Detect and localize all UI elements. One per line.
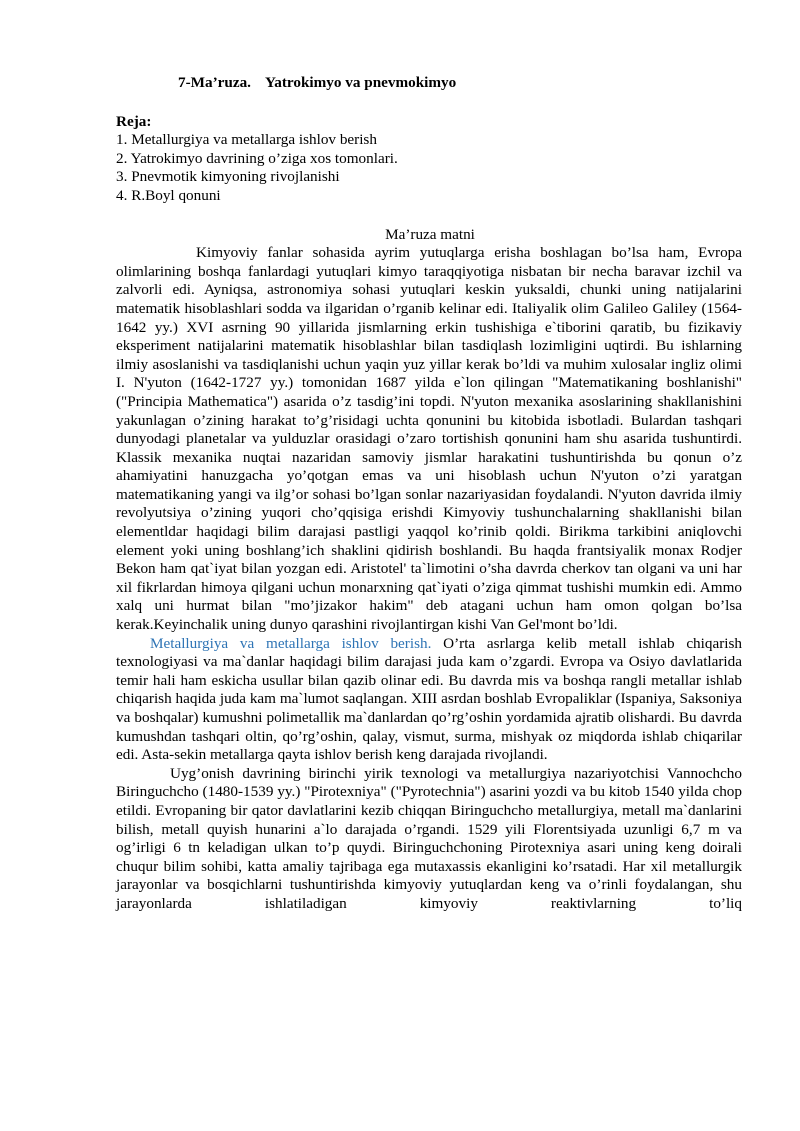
body-paragraph: Kimyoviy fanlar sohasida ayrim yutuqlarga erisha boshlagan bo’lsa ham, Evropa olimlarining boshqa fanlardagi yutuqlari kimyo taraqqiyotiga nisbatan bir necha baravar izchil va zalvorli edi. Ayniqsa, astronomiya sohasi yutuqlari keskin yuksaldi, chunki uning natijalarini matematik hisoblashlari sodda va ilgaridan o’rganib kelinar edi. Italiyalik olim Galileo Galiley (1564-1642 yy.) XVI asrning 90 yillarida jismlarning erkin tushishiga e`tiborini qaratib, bu fizikaviy eksperiment natijalarini matematik hisoblashlar bilan tasdiqlash lozimligini uqtirdi. Bu ishlarning ilmiy asoslanishi va tasdiqlanishi uchun yaqin yuz yillar kerak bo’ldi va muhim xulosalar ingliz olimi I. N'yuton (1642-1727 yy.) tomonidan 1687 yilda e`lon qilingan "Matematikaning boshlanishi" ("Principia Mathematica") asarida o’z tasdig’ini topdi. N'yuton mexanika asoslarining shakllanishini yakunlagan o’zining harakat to’g’risidagi uchta qonunini bu kitobida isbotladi. Bulardan tashqari dunyodagi planetalar va yulduzlar orasidagi o’zaro tortishish qonunini ham shu asarida tushuntirdi. Klassik mexanika nuqtai nazaridan samoviy jismlar harakatini tushuntirishda bu qonun o’z ahamiyatini hanuzgacha yo’qotgan emas va uni hisoblash uchun N'yuton o’zi yaratgan matematikaning yangi va ilg’or sohasi bo’lgan sonlar nazariyasidan foydalandi. N'yuton davrida ilmiy revolyutsiya o’zining yuqori cho’qqisiga erishdi Kimyoviy tushunchalarning shakllanishi bilan elementldar haqidagi bilim darajasi pastligi yaqqol ko’rinib qoldi. Birikma tarkibini aniqlovchi element yoki uning boshlang’ich shaklini qidirish boshlandi. Bu haqda frantsiyalik monax Rodjer Bekon ham qat`iyat bilan yozgan edi. Aristotel' ta`limotini o’sha davrda cherkov tan olgani va uni har xil fikrlardan himoya qilgani uchun monarxning qat`iyati o’ziga qimmat tushishi mumkin edi. Ammo xalq uni hurmat bilan "mo’jizakor hakim" deb atagani uchun ham omon qolgan bo’lsa kerak.Keyinchalik uning dunyo qarashini rivojlantirgan kishi Van Gel'mont bo’ldi. — [116, 244, 742, 634]
lecture-title — [178, 74, 742, 93]
lecture-topic: Yatrokimyo va pnevmokimyo — [264, 74, 457, 91]
plan-list — [116, 131, 742, 205]
lecture-number: 7-Ma’ruza. — [178, 74, 251, 91]
body-paragraph-text: O’rta asrlarga kelib metall ishlab chiqarish texnologiyasi va ma`danlar haqidagi bilim darajasi juda kam o’zgardi. Evropa va Osiyo davlatlarida temir hali ham eskicha usullar bilan qazib olinar edi. Bu davrda mis va boshqa rangli metallar ishlab chiqarish haqida juda kam ma`lumot saqlangan. XIII asrdan boshlab Evropaliklar (Ispaniya, Saksoniya va boshqalar) kumushni polimetallik ma`danlardan qo’rg’oshin yordamida ajratib olishardi. Bu davrda kumushdan tashqari oltin, qo’rg’oshin, qalay, vismut, surma, mishyak oz miqdorda ishlab chiqarilar edi. Asta-sekin metallarga qayta ishlov berish keng darajada rivojlandi. — [116, 634, 742, 764]
section-highlight: Metallurgiya va metallarga ishlov berish. — [150, 634, 432, 652]
plan-item: 3. Pnevmotik kimyoning rivojlanishi — [116, 168, 340, 186]
lecture-text-heading: Ma’ruza matni — [385, 225, 475, 243]
plan-heading: Reja: — [116, 112, 152, 130]
plan-item: 2. Yatrokimyo davrining o’ziga xos tomonlari. — [116, 149, 398, 167]
body-paragraph — [116, 635, 742, 765]
body-paragraph: Uyg’onish davrining birinchi yirik texnologi va metallurgiya nazariyotchisi Vannochcho Biringuchcho (1480-1539 yy.) "Pirotexniya" ("Pyrotechnia") asarini yozdi va bu kitob 1540 yilda chop etildi. Evropaning bir qator davlatlarini kezib chiqqan Biringuchcho metallurgiya, metall ma`danlarini bilish, metall quyish hunarini a`lo darajada o’rgandi. 1529 yili Florentsiyada uzunligi 6,7 m va og’irligi 6 tn keladigan ulkan to’p quydi. Biringuchchoning Pirotexniya asari uning keng doirali chuqur bilim sohibi, katta amaliy tajribaga ega mutaxassis ekanligini ko’rsatadi. Har xil metallurgik jarayonlar va bosqichlarni tushuntirishda kimyoviy yutuqlardan keng va o’rinli foydalangan, shu jarayonlarda ishlatiladigan kimyoviy reaktivlarning to’liq — [116, 764, 742, 912]
plan-item: 1. Metallurgiya va metallarga ishlov berish — [116, 131, 377, 149]
plan-item: 4. R.Boyl qonuni — [116, 186, 221, 204]
